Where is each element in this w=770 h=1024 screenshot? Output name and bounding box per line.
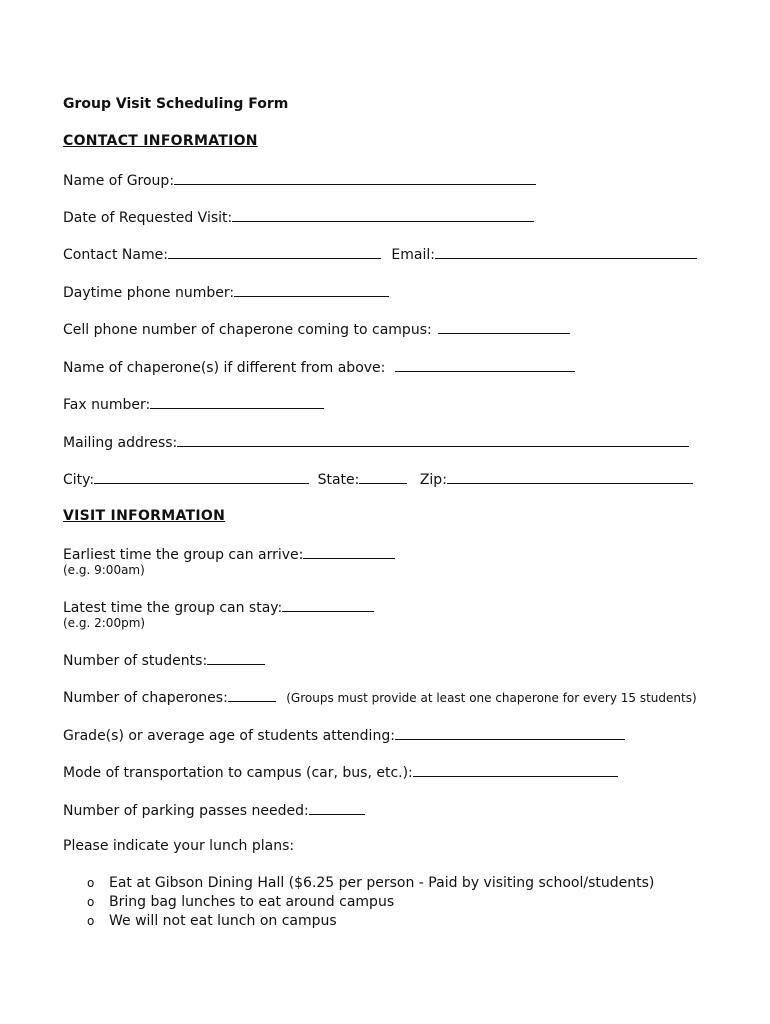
latest-time-field[interactable] — [282, 596, 374, 612]
group-name-label: Name of Group: — [63, 173, 175, 189]
daytime-phone-field[interactable] — [234, 281, 389, 297]
lunch-prompt: Please indicate your lunch plans: — [63, 838, 295, 854]
latest-time-row — [63, 596, 374, 616]
num-students-row — [63, 649, 265, 669]
earliest-time-row — [63, 543, 395, 563]
zip-label: Zip: — [419, 472, 447, 488]
group-name-row — [63, 169, 536, 189]
date-requested-row — [63, 206, 534, 226]
zip-field[interactable] — [447, 468, 693, 484]
lunch-option-no-lunch[interactable] — [87, 912, 337, 930]
daytime-phone-row — [63, 281, 389, 301]
lunch-option-bag-lunch[interactable] — [87, 893, 394, 911]
transport-field[interactable] — [413, 761, 618, 777]
lunch-option-label: We will not eat lunch on campus — [109, 913, 337, 929]
date-requested-label: Date of Requested Visit: — [63, 210, 233, 226]
earliest-time-field[interactable] — [303, 543, 395, 559]
email-label: Email: — [391, 247, 435, 263]
cell-phone-row — [63, 318, 570, 338]
num-chaperones-label: Number of chaperones: — [63, 690, 228, 706]
num-students-field[interactable] — [207, 649, 265, 665]
mailing-address-label: Mailing address: — [63, 435, 178, 451]
mailing-address-row — [63, 431, 689, 451]
chaperone-name-row — [63, 356, 575, 376]
date-requested-field[interactable] — [232, 206, 534, 222]
city-field[interactable] — [94, 468, 309, 484]
transport-row — [63, 761, 618, 781]
cell-phone-field[interactable] — [438, 318, 570, 334]
daytime-phone-label: Daytime phone number: — [63, 285, 235, 301]
lunch-option-label: Eat at Gibson Dining Hall ($6.25 per person - Paid by visiting school/students) — [109, 875, 655, 891]
grades-row — [63, 724, 625, 744]
state-field[interactable] — [359, 468, 407, 484]
contact-name-label: Contact Name: — [63, 247, 168, 263]
chaperone-note: (Groups must provide at least one chaperone for every 15 students) — [286, 691, 697, 705]
num-chaperones-field[interactable] — [228, 686, 276, 702]
chaperone-name-field[interactable] — [395, 356, 575, 372]
fax-label: Fax number: — [63, 397, 151, 413]
state-label: State: — [317, 472, 360, 488]
parking-label: Number of parking passes needed: — [63, 803, 309, 819]
mailing-address-field[interactable] — [177, 431, 689, 447]
latest-time-hint: (e.g. 2:00pm) — [63, 616, 146, 630]
parking-row — [63, 799, 365, 819]
parking-field[interactable] — [309, 799, 365, 815]
grades-field[interactable] — [395, 724, 625, 740]
latest-time-label: Latest time the group can stay: — [63, 600, 283, 616]
num-chaperones-row — [63, 686, 697, 706]
earliest-time-hint: (e.g. 9:00am) — [63, 563, 145, 577]
lunch-option-label: Bring bag lunches to eat around campus — [109, 894, 395, 910]
city-state-zip-row — [63, 468, 693, 488]
grades-label: Grade(s) or average age of students attending: — [63, 728, 395, 744]
form-title: Group Visit Scheduling Form — [63, 96, 289, 112]
bullet-circle-icon: o — [87, 895, 95, 909]
num-students-label: Number of students: — [63, 653, 208, 669]
fax-row — [63, 393, 324, 413]
visit-section-heading: VISIT INFORMATION — [63, 508, 226, 524]
email-field[interactable] — [435, 243, 697, 259]
chaperone-name-label: Name of chaperone(s) if different from above: — [63, 360, 386, 376]
transport-label: Mode of transportation to campus (car, bus, etc.): — [63, 765, 413, 781]
contact-name-row — [63, 243, 697, 263]
lunch-option-dining-hall[interactable] — [87, 874, 654, 892]
earliest-time-label: Earliest time the group can arrive: — [63, 547, 304, 563]
bullet-circle-icon: o — [87, 914, 95, 928]
contact-name-field[interactable] — [168, 243, 381, 259]
group-name-field[interactable] — [174, 169, 536, 185]
city-label: City: — [63, 472, 95, 488]
contact-section-heading: CONTACT INFORMATION — [63, 133, 258, 149]
fax-field[interactable] — [150, 393, 324, 409]
cell-phone-label: Cell phone number of chaperone coming to campus: — [63, 322, 432, 338]
bullet-circle-icon: o — [87, 876, 95, 890]
